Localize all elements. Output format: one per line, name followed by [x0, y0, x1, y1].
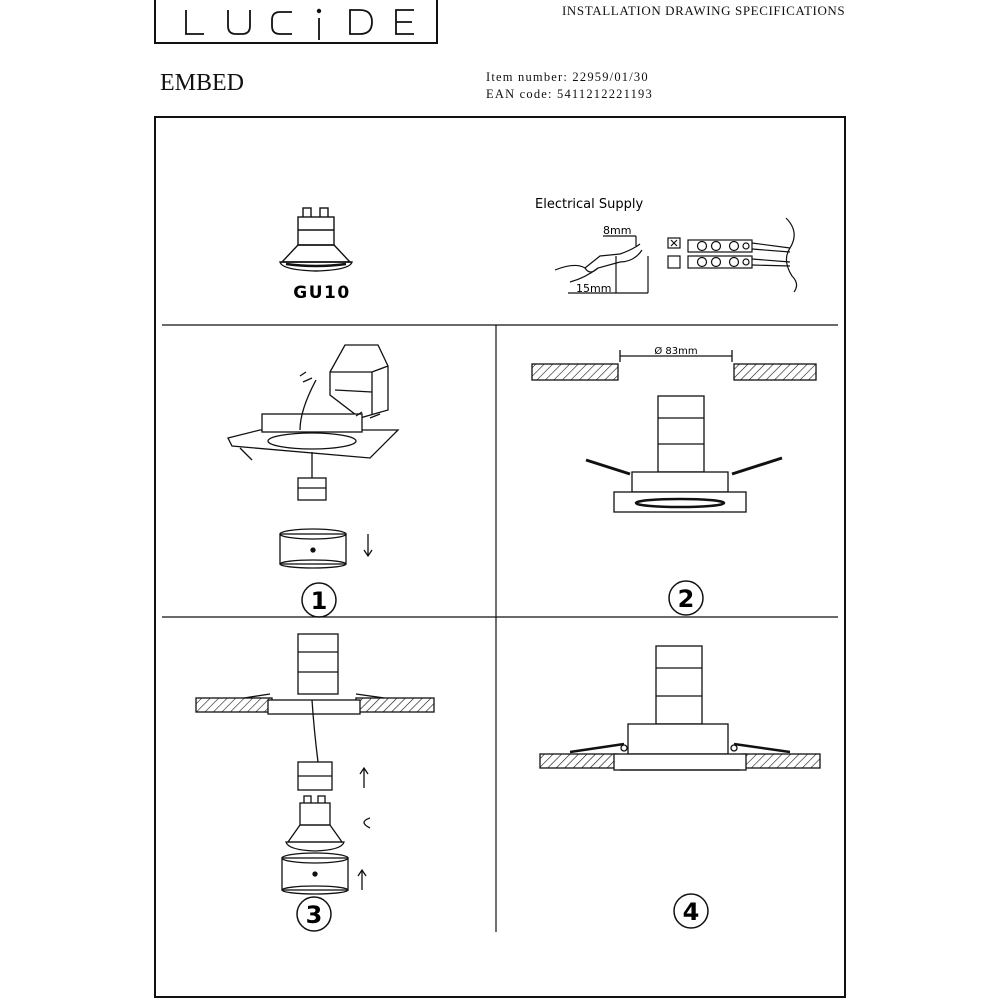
step-3-illustration — [196, 634, 434, 894]
step-3-badge — [297, 897, 331, 931]
step-2-number: 2 — [677, 585, 695, 613]
item-number-label: Item number: — [486, 70, 569, 84]
step-1-badge — [302, 583, 336, 617]
lamp-type-label: GU10 — [293, 283, 351, 303]
step-4-illustration — [540, 646, 820, 770]
step-4-badge — [674, 894, 708, 928]
cutout-diameter-label: Ø 83mm — [654, 346, 698, 357]
item-number-value: 22959/01/30 — [572, 70, 649, 84]
electrical-supply-title: Electrical Supply — [535, 197, 644, 212]
step-2-badge — [669, 581, 703, 615]
product-name: EMBED — [160, 70, 244, 96]
step-1-illustration — [228, 345, 398, 568]
ean-label: EAN code: — [486, 87, 553, 101]
sheath-length-label: 15mm — [576, 282, 612, 295]
strip-length-label: 8mm — [603, 224, 632, 237]
step-2-illustration — [532, 350, 816, 512]
gu10-lamp-icon — [280, 208, 352, 271]
ean-value: 5411212221193 — [557, 87, 653, 101]
step-1-number: 1 — [310, 587, 328, 615]
document-type: INSTALLATION DRAWING SPECIFICATIONS — [562, 3, 846, 18]
step-4-number: 4 — [682, 898, 700, 926]
step-3-number: 3 — [305, 901, 323, 929]
